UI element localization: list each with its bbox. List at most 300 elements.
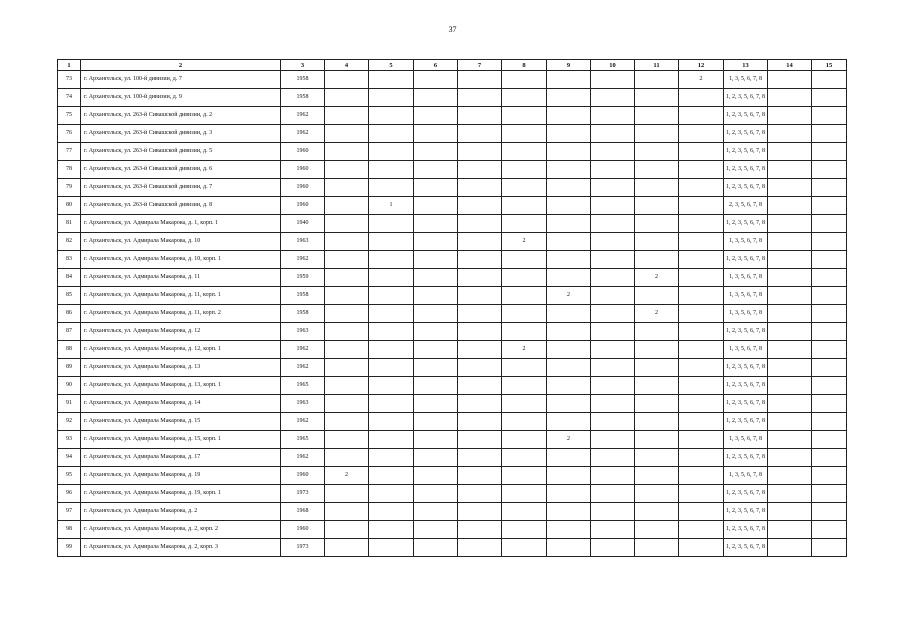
table-cell <box>768 413 812 431</box>
table-cell <box>458 107 502 125</box>
table-cell <box>591 359 635 377</box>
row-number-cell: 82 <box>58 233 81 251</box>
column-header-13: 13 <box>724 60 768 71</box>
table-cell <box>369 521 414 539</box>
table-cell <box>547 359 591 377</box>
table-cell: 1, 2, 3, 5, 6, 7, 8 <box>724 215 768 233</box>
column-header-8: 8 <box>502 60 547 71</box>
table-cell <box>369 179 414 197</box>
column-header-1: 1 <box>58 60 81 71</box>
table-cell <box>458 233 502 251</box>
year-cell: 1965 <box>281 377 325 395</box>
table-cell <box>325 431 369 449</box>
table-cell <box>547 143 591 161</box>
table-cell <box>502 377 547 395</box>
table-cell <box>635 485 679 503</box>
row-number-cell: 85 <box>58 287 81 305</box>
table-cell <box>502 359 547 377</box>
table-cell <box>591 233 635 251</box>
column-header-12: 12 <box>679 60 724 71</box>
table-cell <box>591 539 635 557</box>
year-cell: 1963 <box>281 395 325 413</box>
table-cell <box>414 233 458 251</box>
table-cell <box>325 161 369 179</box>
column-header-7: 7 <box>458 60 502 71</box>
column-header-5: 5 <box>369 60 414 71</box>
year-cell: 1960 <box>281 143 325 161</box>
table-cell <box>591 215 635 233</box>
table-cell <box>635 197 679 215</box>
table-cell <box>502 395 547 413</box>
table-cell: 1, 2, 3, 5, 6, 7, 8 <box>724 107 768 125</box>
table-cell <box>369 341 414 359</box>
year-cell: 1962 <box>281 107 325 125</box>
table-cell <box>325 215 369 233</box>
table-cell <box>369 539 414 557</box>
table-cell <box>502 107 547 125</box>
table-cell <box>635 143 679 161</box>
table-cell <box>458 71 502 89</box>
table-cell <box>635 251 679 269</box>
table-cell <box>812 467 847 485</box>
table-cell <box>414 539 458 557</box>
table-cell <box>635 449 679 467</box>
table-cell <box>547 305 591 323</box>
table-cell <box>768 323 812 341</box>
table-cell <box>369 89 414 107</box>
address-cell: г. Архангельск, ул. Адмирала Макарова, д. 11 <box>81 269 281 287</box>
table-cell: 2 <box>547 431 591 449</box>
table-cell <box>812 125 847 143</box>
table-cell <box>679 161 724 179</box>
address-cell: г. Архангельск, ул. Адмирала Макарова, д. 1, корп. 1 <box>81 215 281 233</box>
table-cell <box>325 179 369 197</box>
table-cell: 1, 2, 3, 5, 6, 7, 8 <box>724 125 768 143</box>
year-cell: 1960 <box>281 197 325 215</box>
year-cell: 1965 <box>281 431 325 449</box>
row-number-cell: 92 <box>58 413 81 431</box>
table-cell <box>679 539 724 557</box>
address-cell: г. Архангельск, ул. Адмирала Макарова, д. 13 <box>81 359 281 377</box>
table-cell <box>414 161 458 179</box>
table-cell <box>679 89 724 107</box>
table-cell <box>812 179 847 197</box>
table-cell <box>325 107 369 125</box>
table-cell <box>812 359 847 377</box>
table-cell <box>458 197 502 215</box>
year-cell: 1962 <box>281 413 325 431</box>
table-cell <box>768 215 812 233</box>
table-cell: 2 <box>635 305 679 323</box>
table-cell <box>768 89 812 107</box>
table-cell: 2 <box>547 287 591 305</box>
table-row <box>58 323 847 341</box>
table-row <box>58 449 847 467</box>
table-cell <box>458 251 502 269</box>
table-cell <box>591 431 635 449</box>
table-cell <box>502 485 547 503</box>
table-cell <box>768 251 812 269</box>
table-cell <box>547 125 591 143</box>
address-cell: г. Архангельск, ул. Адмирала Макарова, д. 2, корп. 2 <box>81 521 281 539</box>
table-cell <box>547 449 591 467</box>
table-cell <box>768 503 812 521</box>
table-cell <box>502 71 547 89</box>
year-cell: 1973 <box>281 485 325 503</box>
table-row <box>58 143 847 161</box>
table-cell: 1, 2, 3, 5, 6, 7, 8 <box>724 521 768 539</box>
table-cell <box>547 89 591 107</box>
row-number-cell: 76 <box>58 125 81 143</box>
table-row <box>58 251 847 269</box>
column-header-4: 4 <box>325 60 369 71</box>
table-cell <box>768 305 812 323</box>
table-cell <box>547 413 591 431</box>
table-cell <box>325 125 369 143</box>
table-row <box>58 503 847 521</box>
table-row <box>58 485 847 503</box>
housing-registry-table <box>57 59 847 557</box>
row-number-cell: 83 <box>58 251 81 269</box>
table-cell <box>768 467 812 485</box>
year-cell: 1959 <box>281 269 325 287</box>
address-cell: г. Архангельск, ул. 100-й дивизии, д. 9 <box>81 89 281 107</box>
row-number-cell: 94 <box>58 449 81 467</box>
table-cell <box>768 233 812 251</box>
table-row <box>58 161 847 179</box>
table-cell <box>679 251 724 269</box>
address-cell: г. Архангельск, ул. 263-й Сивашской дивизии, д. 7 <box>81 179 281 197</box>
table-cell <box>458 539 502 557</box>
table-cell <box>768 341 812 359</box>
table-cell <box>679 521 724 539</box>
table-cell: 1, 3, 5, 6, 7, 8 <box>724 269 768 287</box>
row-number-cell: 73 <box>58 71 81 89</box>
table-cell <box>635 89 679 107</box>
table-cell: 1, 2, 3, 5, 6, 7, 8 <box>724 359 768 377</box>
table-row <box>58 107 847 125</box>
table-cell <box>369 305 414 323</box>
table-row <box>58 467 847 485</box>
table-cell <box>458 467 502 485</box>
table-cell <box>369 503 414 521</box>
table-cell <box>768 125 812 143</box>
table-cell <box>812 431 847 449</box>
table-cell <box>414 287 458 305</box>
table-cell <box>591 467 635 485</box>
table-cell <box>768 143 812 161</box>
table-cell <box>768 269 812 287</box>
table-cell <box>325 413 369 431</box>
address-cell: г. Архангельск, ул. 263-й Сивашской дивизии, д. 8 <box>81 197 281 215</box>
column-header-2: 2 <box>81 60 281 71</box>
column-header-14: 14 <box>768 60 812 71</box>
year-cell: 1963 <box>281 323 325 341</box>
table-cell <box>414 413 458 431</box>
table-cell <box>414 341 458 359</box>
table-cell <box>635 503 679 521</box>
table-row <box>58 287 847 305</box>
table-cell <box>325 323 369 341</box>
table-cell <box>768 431 812 449</box>
table-cell <box>414 179 458 197</box>
table-cell <box>458 413 502 431</box>
table-cell: 1, 3, 5, 6, 7, 8 <box>724 467 768 485</box>
address-cell: г. Архангельск, ул. Адмирала Макарова, д. 17 <box>81 449 281 467</box>
table-cell <box>812 287 847 305</box>
table-cell <box>458 179 502 197</box>
table-cell <box>458 89 502 107</box>
table-cell <box>635 179 679 197</box>
table-row <box>58 269 847 287</box>
table-cell <box>414 143 458 161</box>
table-cell <box>812 503 847 521</box>
column-header-9: 9 <box>547 60 591 71</box>
table-cell <box>458 161 502 179</box>
table-cell <box>414 359 458 377</box>
year-cell: 1958 <box>281 305 325 323</box>
row-number-cell: 96 <box>58 485 81 503</box>
year-cell: 1962 <box>281 251 325 269</box>
table-cell <box>635 215 679 233</box>
table-cell <box>635 323 679 341</box>
table-cell: 2 <box>635 269 679 287</box>
table-cell <box>635 539 679 557</box>
table-cell <box>547 467 591 485</box>
table-cell <box>812 143 847 161</box>
table-cell <box>812 485 847 503</box>
row-number-cell: 97 <box>58 503 81 521</box>
table-cell <box>679 503 724 521</box>
table-cell <box>591 143 635 161</box>
table-cell <box>325 233 369 251</box>
table-cell <box>414 377 458 395</box>
address-cell: г. Архангельск, ул. 263-й Сивашской дивизии, д. 6 <box>81 161 281 179</box>
table-cell <box>768 197 812 215</box>
table-cell <box>591 305 635 323</box>
table-cell <box>414 449 458 467</box>
address-cell: г. Архангельск, ул. 263-й Сивашской дивизии, д. 3 <box>81 125 281 143</box>
table-cell <box>414 269 458 287</box>
table-cell <box>679 467 724 485</box>
table-cell <box>502 413 547 431</box>
table-cell <box>325 143 369 161</box>
table-row <box>58 395 847 413</box>
table-cell <box>414 71 458 89</box>
table-cell <box>547 215 591 233</box>
table-cell <box>635 287 679 305</box>
table-cell <box>458 215 502 233</box>
table-cell: 1, 3, 5, 6, 7, 8 <box>724 341 768 359</box>
column-header-3: 3 <box>281 60 325 71</box>
table-cell <box>547 485 591 503</box>
row-number-cell: 99 <box>58 539 81 557</box>
table-cell <box>812 413 847 431</box>
table-cell <box>458 269 502 287</box>
table-cell <box>812 233 847 251</box>
table-cell <box>502 287 547 305</box>
address-cell: г. Архангельск, ул. Адмирала Макарова, д. 12 <box>81 323 281 341</box>
table-cell <box>591 89 635 107</box>
table-cell: 1, 2, 3, 5, 6, 7, 8 <box>724 251 768 269</box>
table-cell <box>369 125 414 143</box>
table-cell <box>679 179 724 197</box>
table-cell <box>369 287 414 305</box>
table-cell <box>547 233 591 251</box>
table-cell <box>325 485 369 503</box>
table-cell <box>591 485 635 503</box>
address-cell: г. Архангельск, ул. Адмирала Макарова, д. 11, корп. 2 <box>81 305 281 323</box>
table-cell <box>414 323 458 341</box>
table-cell <box>547 251 591 269</box>
table-cell: 2 <box>502 341 547 359</box>
address-cell: г. Архангельск, ул. Адмирала Макарова, д. 2 <box>81 503 281 521</box>
table-cell <box>591 413 635 431</box>
year-cell: 1963 <box>281 233 325 251</box>
table-cell: 2 <box>679 71 724 89</box>
table-cell <box>635 467 679 485</box>
table-cell <box>635 377 679 395</box>
table-body <box>58 71 847 557</box>
row-number-cell: 98 <box>58 521 81 539</box>
address-cell: г. Архангельск, ул. Адмирала Макарова, д. 2, корп. 3 <box>81 539 281 557</box>
table-cell <box>547 197 591 215</box>
table-cell <box>502 323 547 341</box>
address-cell: г. Архангельск, ул. Адмирала Макарова, д. 10, корп. 1 <box>81 251 281 269</box>
table-cell <box>768 107 812 125</box>
row-number-cell: 87 <box>58 323 81 341</box>
table-cell <box>502 503 547 521</box>
row-number-cell: 77 <box>58 143 81 161</box>
table-cell <box>369 215 414 233</box>
page-number: 37 <box>448 25 457 34</box>
table-cell <box>812 323 847 341</box>
year-cell: 1960 <box>281 161 325 179</box>
table-cell <box>591 125 635 143</box>
table-cell <box>369 323 414 341</box>
table-cell <box>414 197 458 215</box>
year-cell: 1968 <box>281 503 325 521</box>
table-cell <box>591 521 635 539</box>
table-cell <box>502 197 547 215</box>
table-cell <box>458 125 502 143</box>
table-cell <box>591 377 635 395</box>
table-cell <box>325 251 369 269</box>
year-cell: 1958 <box>281 89 325 107</box>
row-number-cell: 74 <box>58 89 81 107</box>
table-cell: 1, 2, 3, 5, 6, 7, 8 <box>724 539 768 557</box>
table-cell <box>458 521 502 539</box>
row-number-cell: 90 <box>58 377 81 395</box>
table-cell <box>812 377 847 395</box>
table-cell <box>369 449 414 467</box>
table-cell <box>679 341 724 359</box>
table-cell: 1, 2, 3, 5, 6, 7, 8 <box>724 179 768 197</box>
table-cell <box>369 107 414 125</box>
table-row <box>58 341 847 359</box>
table-cell <box>502 269 547 287</box>
table-cell <box>369 377 414 395</box>
table-cell <box>369 395 414 413</box>
table-cell <box>369 269 414 287</box>
table-cell <box>414 467 458 485</box>
address-cell: г. Архангельск, ул. Адмирала Макарова, д. 19, корп. 1 <box>81 485 281 503</box>
row-number-cell: 93 <box>58 431 81 449</box>
table-cell <box>325 395 369 413</box>
row-number-cell: 75 <box>58 107 81 125</box>
table-cell <box>635 233 679 251</box>
year-cell: 1962 <box>281 341 325 359</box>
table-row <box>58 179 847 197</box>
table-cell <box>369 485 414 503</box>
table-cell <box>768 71 812 89</box>
table-cell <box>414 395 458 413</box>
table-cell <box>458 449 502 467</box>
table-cell <box>635 341 679 359</box>
table-cell <box>679 323 724 341</box>
table-cell <box>812 215 847 233</box>
table-cell <box>547 323 591 341</box>
table-cell <box>591 341 635 359</box>
address-cell: г. Архангельск, ул. Адмирала Макарова, д. 15, корп. 1 <box>81 431 281 449</box>
table-cell <box>679 287 724 305</box>
table-cell <box>679 215 724 233</box>
table-cell <box>547 539 591 557</box>
table-cell <box>369 359 414 377</box>
table-cell: 1, 2, 3, 5, 6, 7, 8 <box>724 143 768 161</box>
table-cell <box>547 269 591 287</box>
table-cell <box>325 197 369 215</box>
table-cell <box>591 179 635 197</box>
table-cell <box>591 503 635 521</box>
table-cell <box>414 485 458 503</box>
table-cell: 1, 2, 3, 5, 6, 7, 8 <box>724 161 768 179</box>
table-cell <box>635 107 679 125</box>
table-cell <box>768 485 812 503</box>
table-cell <box>547 161 591 179</box>
table-cell <box>679 107 724 125</box>
table-cell <box>768 161 812 179</box>
table-cell <box>325 89 369 107</box>
table-cell <box>547 521 591 539</box>
table-cell <box>502 467 547 485</box>
table-cell <box>591 71 635 89</box>
table-cell <box>679 305 724 323</box>
table-cell <box>812 107 847 125</box>
table-cell: 1, 2, 3, 5, 6, 7, 8 <box>724 89 768 107</box>
table-cell <box>768 359 812 377</box>
table-row <box>58 89 847 107</box>
address-cell: г. Архангельск, ул. 263-й Сивашской дивизии, д. 2 <box>81 107 281 125</box>
year-cell: 1962 <box>281 125 325 143</box>
table-cell <box>635 413 679 431</box>
address-cell: г. Архангельск, ул. Адмирала Макарова, д. 13, корп. 1 <box>81 377 281 395</box>
table-cell <box>679 125 724 143</box>
table-cell <box>369 431 414 449</box>
table-cell <box>812 395 847 413</box>
table-cell <box>458 341 502 359</box>
table-cell: 1, 2, 3, 5, 6, 7, 8 <box>724 413 768 431</box>
table-cell <box>635 395 679 413</box>
table-cell <box>812 341 847 359</box>
table-cell <box>679 377 724 395</box>
row-number-cell: 78 <box>58 161 81 179</box>
table-cell: 2 <box>325 467 369 485</box>
year-cell: 1960 <box>281 179 325 197</box>
address-cell: г. Архангельск, ул. Адмирала Макарова, д. 15 <box>81 413 281 431</box>
table-cell <box>635 431 679 449</box>
table-cell <box>679 143 724 161</box>
